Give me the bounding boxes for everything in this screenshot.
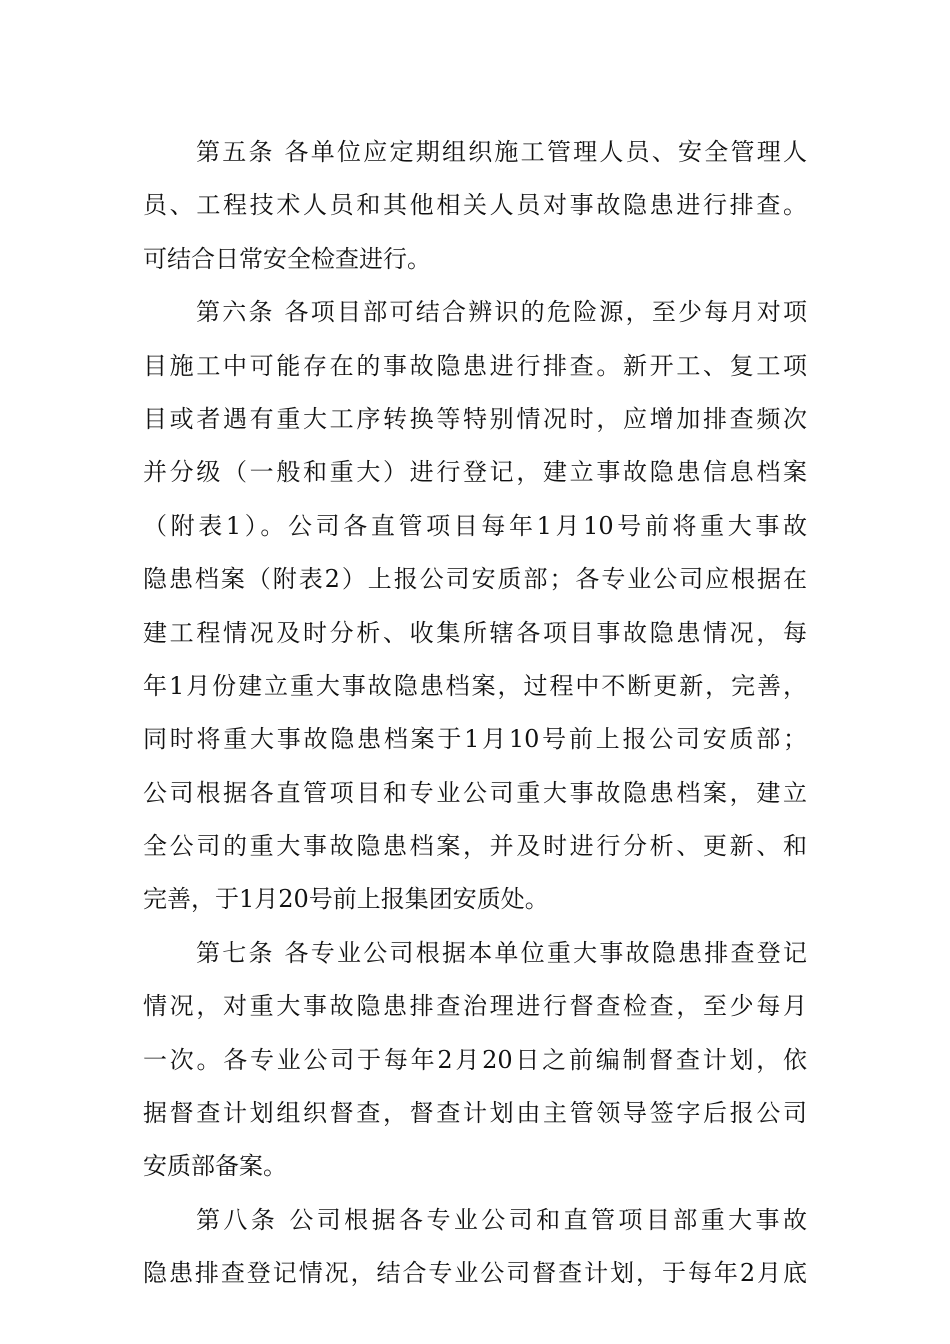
article-6-line-5: （附表1）。公司各直管项目每年1月10号前将重大事故 <box>143 511 807 540</box>
article-6-line-10: 公司根据各直管项目和专业公司重大事故隐患档案，建立 <box>143 778 807 807</box>
article-6-line-1: 第六条 各项目部可结合辨识的危险源，至少每月对项 <box>196 298 807 327</box>
document-body <box>143 126 807 1301</box>
article-5-line-3: 可结合日常安全检查进行。 <box>143 244 431 273</box>
article-8-line-2: 隐患排查登记情况，结合专业公司督查计划，于每年2月底 <box>143 1259 807 1288</box>
article-6-line-8: 年1月份建立重大事故隐患档案，过程中不断更新，完善， <box>143 671 807 700</box>
article-7-line-5: 安质部备案。 <box>143 1152 287 1181</box>
article-6-line-12: 完善，于1月20号前上报集团安质处。 <box>143 885 549 914</box>
article-6-line-11: 全公司的重大事故隐患档案，并及时进行分析、更新、和 <box>143 832 807 861</box>
article-6-line-2: 目施工中可能存在的事故隐患进行排查。新开工、复工项 <box>143 351 807 380</box>
article-8-line-1: 第八条 公司根据各专业公司和直管项目部重大事故 <box>196 1205 807 1234</box>
article-6-line-4: 并分级（一般和重大）进行登记，建立事故隐患信息档案 <box>143 458 807 487</box>
article-6-line-3: 目或者遇有重大工序转换等特别情况时，应增加排查频次 <box>143 404 807 433</box>
article-7-line-1: 第七条 各专业公司根据本单位重大事故隐患排查登记 <box>196 938 807 967</box>
article-5-line-1: 第五条 各单位应定期组织施工管理人员、安全管理人 <box>196 138 807 166</box>
article-7-line-3: 一次。各专业公司于每年2月20日之前编制督查计划，依 <box>143 1045 807 1074</box>
article-6-line-6: 隐患档案（附表2）上报公司安质部；各专业公司应根据在 <box>143 565 807 594</box>
article-7-line-2: 情况，对重大事故隐患排查治理进行督查检查，至少每月 <box>143 992 807 1021</box>
article-5-line-2: 员、工程技术人员和其他相关人员对事故隐患进行排查。 <box>143 191 807 220</box>
article-6-line-9: 同时将重大事故隐患档案于1月10号前上报公司安质部； <box>143 725 807 754</box>
article-7-line-4: 据督查计划组织督查，督查计划由主管领导签字后报公司 <box>143 1099 807 1128</box>
article-6-line-7: 建工程情况及时分析、收集所辖各项目事故隐患情况，每 <box>143 618 807 647</box>
